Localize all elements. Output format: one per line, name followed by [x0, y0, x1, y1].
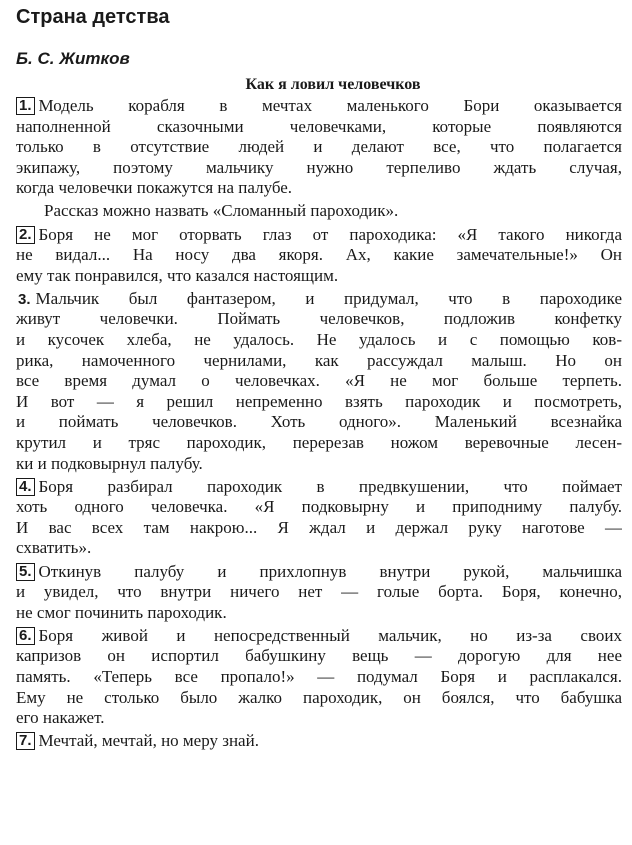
text-line [16, 137, 622, 158]
line-text: схватить». [16, 538, 92, 558]
text-line [16, 688, 622, 709]
line-text: не видал... На носу два якоря. Ах, какие замечательные!» Он [16, 245, 622, 265]
line-text: Модель корабля в мечтах маленького Бори оказывается [38, 96, 622, 115]
line-text: память. «Теперь все пропало!» — подумал Боря и расплакался. [16, 667, 622, 687]
answer-paragraph [16, 731, 622, 752]
answer-number: 7. [16, 732, 35, 750]
line-text: экипажу, поэтому мальчику нужно терпеливо ждать случая, [16, 157, 622, 177]
line-text: Боря не мог оторвать глаз от пароходика: «Я такого никогда [38, 224, 622, 244]
page [16, 4, 622, 754]
text-line [16, 667, 622, 688]
text-line [16, 245, 622, 266]
text-line [16, 582, 622, 603]
text-line [16, 266, 622, 287]
line-text: хоть одного человечка. «Я подковырну и приподниму палубу. [16, 497, 622, 517]
story-title: Как я ловил человечков [245, 76, 421, 93]
line-text: и увидел, что внутри ничего нет — голые борта. Боря, конечно, [16, 582, 622, 602]
line-text: Боря разбирал пароходик в предвкушении, что поймает [38, 476, 622, 496]
text-line [16, 626, 622, 647]
line-text: ки и подковырнул палубу. [16, 453, 203, 473]
line-text: только в отсутствие людей и делают все, что полагается [16, 137, 622, 157]
line-text: ему так понравился, что казался настоящим. [16, 265, 339, 285]
answer-paragraph [16, 562, 622, 624]
line-text: Ему не столько было жалко пароходик, он боялся, что бабушка [16, 687, 622, 707]
text-line [16, 351, 622, 372]
text-line [16, 201, 622, 222]
line-text: его накажет. [16, 708, 105, 728]
text-line [16, 477, 622, 498]
answer-number: 3. [18, 290, 31, 308]
line-text: Боря живой и непосредственный мальчик, но из-за своих [38, 625, 622, 645]
text-line [16, 518, 622, 539]
line-text: Мечтай, мечтай, но меру знай. [38, 731, 259, 751]
answer-number: 6. [16, 627, 35, 645]
text-line [16, 454, 622, 475]
line-text: не смог починить пароходик. [16, 602, 227, 622]
answers-list [16, 96, 622, 752]
author-name: Б. С. Житков [16, 49, 130, 68]
answer-number: 2. [16, 226, 35, 244]
line-text: Рассказ можно назвать «Сломанный пароходик». [44, 201, 399, 221]
answer-paragraph [16, 225, 622, 287]
line-text: капризов он испортил бабушкину вещь — дорогую для нее [16, 646, 622, 666]
text-line [16, 178, 622, 199]
text-line [16, 433, 622, 454]
text-line [16, 96, 622, 117]
text-line [16, 731, 622, 752]
answer-paragraph [16, 289, 622, 474]
section-title: Страна детства [16, 6, 170, 28]
answer-number: 4. [16, 478, 35, 496]
line-text: и поймать человечков. Хоть одного». Маленький всезнайка [16, 412, 622, 432]
answer-paragraph [16, 96, 622, 199]
line-text: Мальчик был фантазером, и придумал, что в пароходике [35, 288, 622, 308]
answer-paragraph [16, 477, 622, 559]
text-line [16, 289, 622, 310]
text-line [16, 225, 622, 246]
text-line [16, 412, 622, 433]
text-line [16, 708, 622, 729]
text-line [16, 309, 622, 330]
answer-number: 1. [16, 97, 35, 115]
line-text: И вот — я решил непременно взять пароходик и посмотреть, [16, 391, 622, 411]
text-line [16, 603, 622, 624]
text-line [16, 646, 622, 667]
line-text: все время думал о человечках. «Я не мог больше терпеть. [16, 371, 622, 391]
answer-number: 5. [16, 563, 35, 581]
line-text: рика, намоченного чернилами, как рассуждал малыш. Но он [16, 350, 622, 370]
text-line [16, 117, 622, 138]
text-line [16, 562, 622, 583]
answer-paragraph [16, 626, 622, 729]
line-text: и кусочек хлеба, не удалось. Не удалось и с помощью ков- [16, 330, 622, 350]
line-text: живут человечки. Поймать человечков, подложив конфетку [16, 309, 622, 329]
text-line [16, 330, 622, 351]
text-line [16, 538, 622, 559]
text-line [16, 497, 622, 518]
text-line [16, 371, 622, 392]
line-text: наполненной сказочными человечками, которые появляются [16, 116, 622, 136]
text-line [16, 158, 622, 179]
line-text: И вас всех там накрою... Я ждал и держал руку наготове — [16, 517, 622, 537]
answer-paragraph [16, 201, 622, 222]
text-line [16, 392, 622, 413]
line-text: крутил и тряс пароходик, перерезав ножом веревочные лесен- [16, 433, 622, 452]
line-text: Откинув палубу и прихлопнув внутри рукой, мальчишка [38, 561, 622, 581]
line-text: когда человечки покажутся на палубе. [16, 178, 293, 198]
